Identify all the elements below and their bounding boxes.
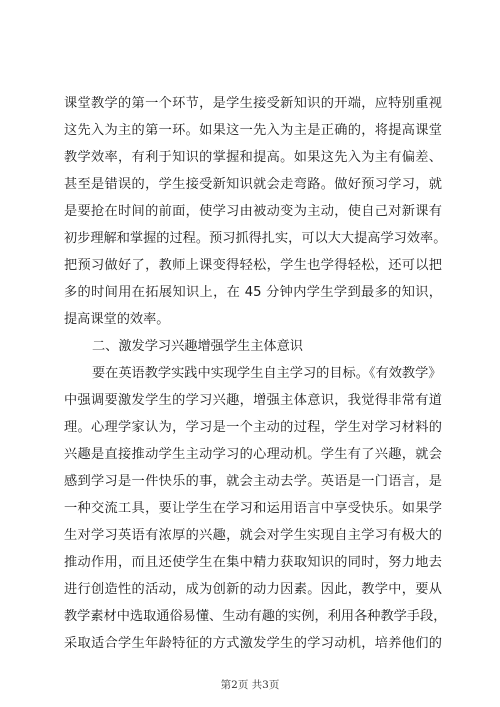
text-line: 甚至是错误的，学生接受新知识就会走弯路。做好预习学习，就 [64, 177, 442, 192]
text-line: 进行创造性的活动，成为创新的动力因素。因此，教学中，要从 [64, 582, 442, 597]
text-line: 兴趣是直接推动学生主动学习的心理动机。学生有了兴趣，就会 [64, 447, 442, 462]
text-line: 提高课堂的效率。 [64, 312, 170, 327]
text-line: 中强调要激发学生的学习兴趣，增强主体意识，我觉得非常有道 [64, 393, 442, 408]
page-number-footer: 第2页 共3页 [220, 679, 280, 691]
text-line: 多的时间用在拓展知识上，在 45 分钟内学生学到最多的知识， [64, 285, 442, 300]
text-line: 课堂教学的第一个环节，是学生接受新知识的开端，应特别重视 [64, 96, 442, 111]
body-text [64, 90, 447, 657]
text-line: 这先入为主的第一环。如果这一先入为主是正确的，将提高课堂 [64, 123, 442, 138]
text-line: 把预习做好了，教师上课变得轻松，学生也学得轻松，还可以把 [64, 258, 442, 273]
text-line: 感到学习是一件快乐的事，就会主动去学。英语是一门语言，是 [64, 474, 442, 489]
text-line: 教学素材中选取通俗易懂、生动有趣的实例，利用各种教学手段， [64, 609, 447, 624]
text-line: 一种交流工具，要让学生在学习和运用语言中享受快乐。如果学 [64, 501, 442, 516]
text-line: 要在英语教学实践中实现学生自主学习的目标。《有效教学》 [92, 366, 442, 381]
text-line: 是要抢在时间的前面，使学习由被动变为主动，使自己对新课有 [64, 204, 442, 219]
section-heading: 二、激发学习兴趣增强学生主体意识 [92, 339, 303, 354]
text-line: 初步理解和掌握的过程。预习抓得扎实，可以大大提高学习效率。 [64, 231, 447, 246]
text-line: 生对学习英语有浓厚的兴趣，就会对学生实现自主学习有极大的 [64, 528, 442, 543]
text-line: 推动作用，而且还使学生在集中精力获取知识的同时，努力地去 [64, 555, 442, 570]
text-line: 采取适合学生年龄特征的方式激发学生的学习动机，培养他们的 [64, 636, 442, 651]
text-line: 教学效率，有利于知识的掌握和提高。如果这先入为主有偏差、 [64, 150, 442, 165]
text-line: 理。心理学家认为，学习是一个主动的过程，学生对学习材料的 [64, 420, 442, 435]
